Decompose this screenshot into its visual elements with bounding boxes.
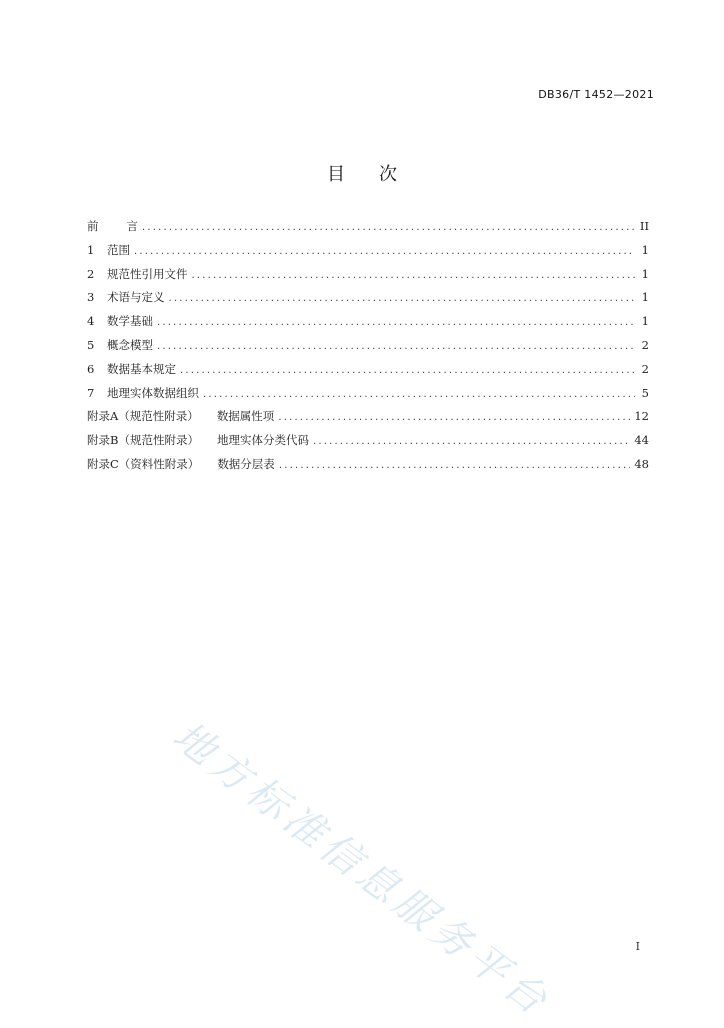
toc-preface-char-1: 前 — [87, 219, 99, 233]
table-of-contents — [87, 218, 649, 480]
dot-leader — [279, 460, 631, 471]
toc-entry-label: 1 范围 — [87, 242, 130, 257]
dot-leader — [203, 389, 635, 400]
dot-leader — [180, 365, 635, 376]
toc-entry-6[interactable] — [87, 361, 649, 385]
document-number: DB36/T 1452—2021 — [538, 88, 654, 101]
toc-entry-3[interactable] — [87, 289, 649, 313]
toc-entry-page: 1 — [641, 290, 649, 305]
toc-entry-preface[interactable] — [87, 218, 649, 242]
toc-entry-page: 2 — [641, 361, 649, 376]
toc-entry-page: 44 — [634, 433, 649, 448]
toc-entry-2[interactable] — [87, 266, 649, 290]
toc-entry-4[interactable] — [87, 313, 649, 337]
toc-entry-7[interactable] — [87, 385, 649, 409]
page-title: 目次 — [327, 164, 431, 185]
dot-leader — [192, 270, 636, 281]
dot-leader — [313, 436, 630, 447]
dot-leader — [169, 293, 636, 304]
toc-entry-label: 2 规范性引用文件 — [87, 266, 188, 281]
toc-entry-5[interactable] — [87, 337, 649, 361]
toc-entry-label — [87, 218, 138, 234]
page-number: I — [635, 940, 640, 953]
toc-entry-label: 附录C（资料性附录） 数据分层表 — [87, 456, 275, 471]
toc-entry-label: 3 术语与定义 — [87, 290, 165, 305]
toc-entry-appendix-b[interactable] — [87, 432, 649, 456]
toc-entry-label: 附录B（规范性附录） 地理实体分类代码 — [87, 433, 309, 448]
dot-leader — [157, 341, 635, 352]
dot-leader — [134, 246, 635, 257]
dot-leader — [278, 412, 630, 423]
toc-entry-page: 1 — [641, 242, 649, 257]
toc-entry-label: 附录A（规范性附录） 数据属性项 — [87, 409, 275, 424]
toc-entry-page: 48 — [634, 456, 649, 471]
dot-leader — [157, 317, 635, 328]
toc-entry-label: 5 概念模型 — [87, 337, 153, 352]
watermark: 地方标准信息服务平台 — [164, 712, 560, 1027]
toc-entry-page: 1 — [641, 266, 649, 281]
toc-entry-label: 7 地理实体数据组织 — [87, 385, 199, 400]
toc-entry-page: 12 — [634, 409, 649, 424]
toc-entry-page: 2 — [641, 337, 649, 352]
toc-entry-appendix-c[interactable] — [87, 456, 649, 480]
toc-entry-page: 1 — [641, 314, 649, 329]
toc-entry-label: 4 数学基础 — [87, 314, 153, 329]
dot-leader — [142, 222, 635, 233]
toc-preface-char-2: 言 — [126, 219, 138, 233]
toc-entry-page: 5 — [641, 385, 649, 400]
toc-entry-label: 6 数据基本规定 — [87, 361, 176, 376]
toc-entry-appendix-a[interactable] — [87, 408, 649, 432]
toc-entry-1[interactable] — [87, 242, 649, 266]
toc-entry-page: II — [639, 219, 649, 233]
